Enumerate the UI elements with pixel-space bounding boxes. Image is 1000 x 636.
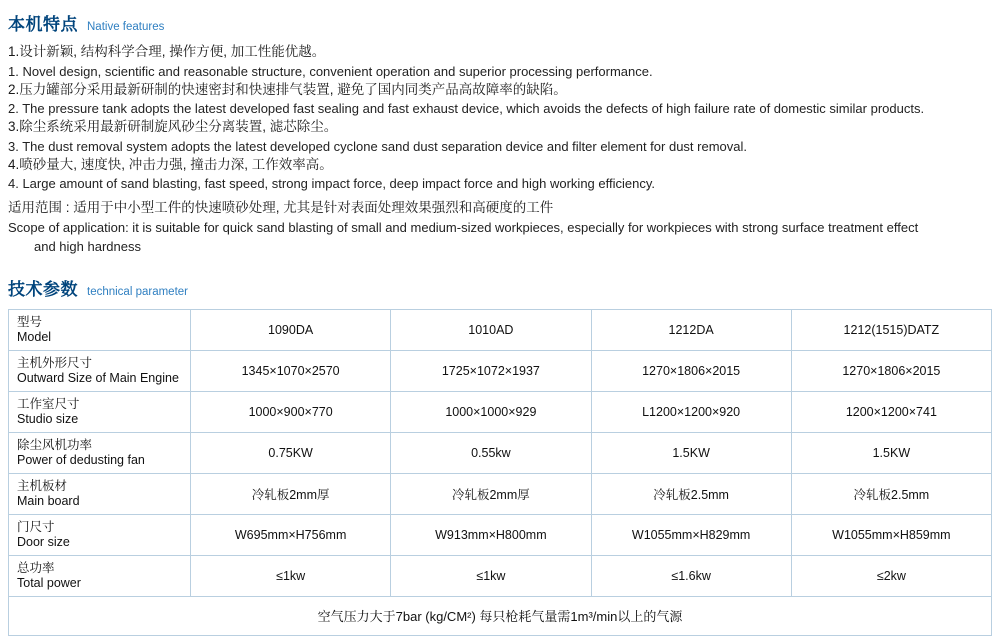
cell-value: 冷轧板2mm厚 — [191, 473, 391, 514]
cell-value: 0.55kw — [391, 432, 591, 473]
row-label-en: Model — [17, 329, 52, 344]
features-heading-en: Native features — [87, 21, 165, 33]
feature-line-4-cn: 4.喷砂量大, 速度快, 冲击力强, 撞击力深, 工作效率高。 — [8, 156, 333, 172]
spec-heading-cn: 技术参数 — [8, 279, 78, 299]
row-label-cn: 主机外形尺寸 — [17, 355, 93, 370]
row-label-total-power — [9, 555, 191, 596]
row-label-main-board — [9, 473, 191, 514]
cell-value: 0.75KW — [191, 432, 391, 473]
scope-of-application-cn: 适用范围 : 适用于中小型工件的快速喷砂处理, 尤其是针对表面处理效果强烈和高硬度的工件 — [8, 200, 554, 215]
specification-table — [8, 309, 992, 636]
feature-line-3-en: 3. The dust removal system adopts the latest developed cyclone sand dust separation device and filter element for dust removal. — [8, 138, 748, 154]
cell-value: 1725×1072×1937 — [391, 350, 591, 391]
cell-value: ≤1.6kw — [591, 555, 791, 596]
row-label-cn: 总功率 — [17, 560, 55, 575]
cell-value: W1055mm×H859mm — [791, 514, 991, 555]
table-row — [9, 432, 992, 473]
row-label-en: Total power — [17, 575, 81, 590]
cell-value: 冷轧板2mm厚 — [391, 473, 591, 514]
cell-value: L1200×1200×920 — [591, 391, 791, 432]
row-label-door-size — [9, 514, 191, 555]
table-row — [9, 473, 992, 514]
table-row — [9, 555, 992, 596]
row-label-cn: 主机板材 — [17, 478, 68, 493]
row-label-cn: 除尘风机功率 — [17, 437, 93, 452]
cell-value: ≤1kw — [391, 555, 591, 596]
cell-value: 1000×1000×929 — [391, 391, 591, 432]
cell-value: W1055mm×H829mm — [591, 514, 791, 555]
feature-line-2-cn: 2.压力罐部分采用最新研制的快速密封和快速排气装置, 避免了国内同类产品高故障率的缺陷。 — [8, 81, 567, 97]
cell-value: W695mm×H756mm — [191, 514, 391, 555]
table-row — [9, 350, 992, 391]
row-label-dedusting-fan-power — [9, 432, 191, 473]
row-label-en: Outward Size of Main Engine — [17, 370, 179, 385]
cell-value: 1270×1806×2015 — [791, 350, 991, 391]
cell-value: 1212(1515)DATZ — [791, 309, 991, 350]
cell-value: 1.5KW — [791, 432, 991, 473]
scope-of-application-en: Scope of application: it is suitable for quick sand blasting of small and medium-sized workpieces, especially for workpieces with strong surface treatment effect — [8, 219, 919, 235]
row-label-en: Power of dedusting fan — [17, 452, 145, 467]
row-label-cn: 门尺寸 — [17, 519, 55, 534]
feature-line-4-en: 4. Large amount of sand blasting, fast speed, strong impact force, deep impact force and high working efficiency. — [8, 176, 655, 191]
feature-line-2-en: 2. The pressure tank adopts the latest developed fast sealing and fast exhaust device, which avoids the defects of high failure rate of domestic similar products. — [8, 101, 925, 116]
row-label-en: Main board — [17, 493, 80, 508]
row-label-en: Studio size — [17, 411, 79, 426]
row-label-cn: 工作室尺寸 — [17, 396, 80, 411]
cell-value: 冷轧板2.5mm — [791, 473, 991, 514]
table-row — [9, 309, 992, 350]
cell-value: ≤2kw — [791, 555, 991, 596]
cell-value: 1090DA — [191, 309, 391, 350]
table-row — [9, 391, 992, 432]
spec-heading-en: technical parameter — [87, 285, 188, 298]
feature-line-1-en: 1. Novel design, scientific and reasonable structure, convenient operation and superior processing performance. — [8, 63, 653, 79]
cell-value: 1200×1200×741 — [791, 391, 991, 432]
features-list — [8, 43, 992, 256]
row-label-outward-size — [9, 350, 191, 391]
cell-value: ≤1kw — [191, 555, 391, 596]
cell-value: W913mm×H800mm — [391, 514, 591, 555]
cell-value: 冷轧板2.5mm — [591, 473, 791, 514]
cell-value: 1212DA — [591, 309, 791, 350]
scope-of-application-en-cont: and high hardness — [34, 238, 141, 254]
air-pressure-note: 空气压力大于7bar (kg/CM²) 每只枪耗气量需1m³/min以上的气源 — [9, 596, 992, 635]
features-heading — [8, 10, 992, 35]
row-label-model — [9, 309, 191, 350]
row-label-en: Door size — [17, 534, 70, 549]
features-heading-cn: 本机特点 — [8, 15, 78, 34]
cell-value: 1345×1070×2570 — [191, 350, 391, 391]
table-row — [9, 514, 992, 555]
feature-line-1-cn: 1.设计新颖, 结构科学合理, 操作方便, 加工性能优越。 — [8, 44, 326, 59]
cell-value: 1000×900×770 — [191, 391, 391, 432]
cell-value: 1270×1806×2015 — [591, 350, 791, 391]
cell-value: 1010AD — [391, 309, 591, 350]
feature-line-3-cn: 3.除尘系统采用最新研制旋风砂尘分离装置, 滤芯除尘。 — [8, 119, 338, 134]
row-label-cn: 型号 — [17, 314, 43, 329]
cell-value: 1.5KW — [591, 432, 791, 473]
row-label-studio-size — [9, 391, 191, 432]
table-footnote-row — [9, 596, 992, 635]
spec-heading — [8, 275, 992, 300]
